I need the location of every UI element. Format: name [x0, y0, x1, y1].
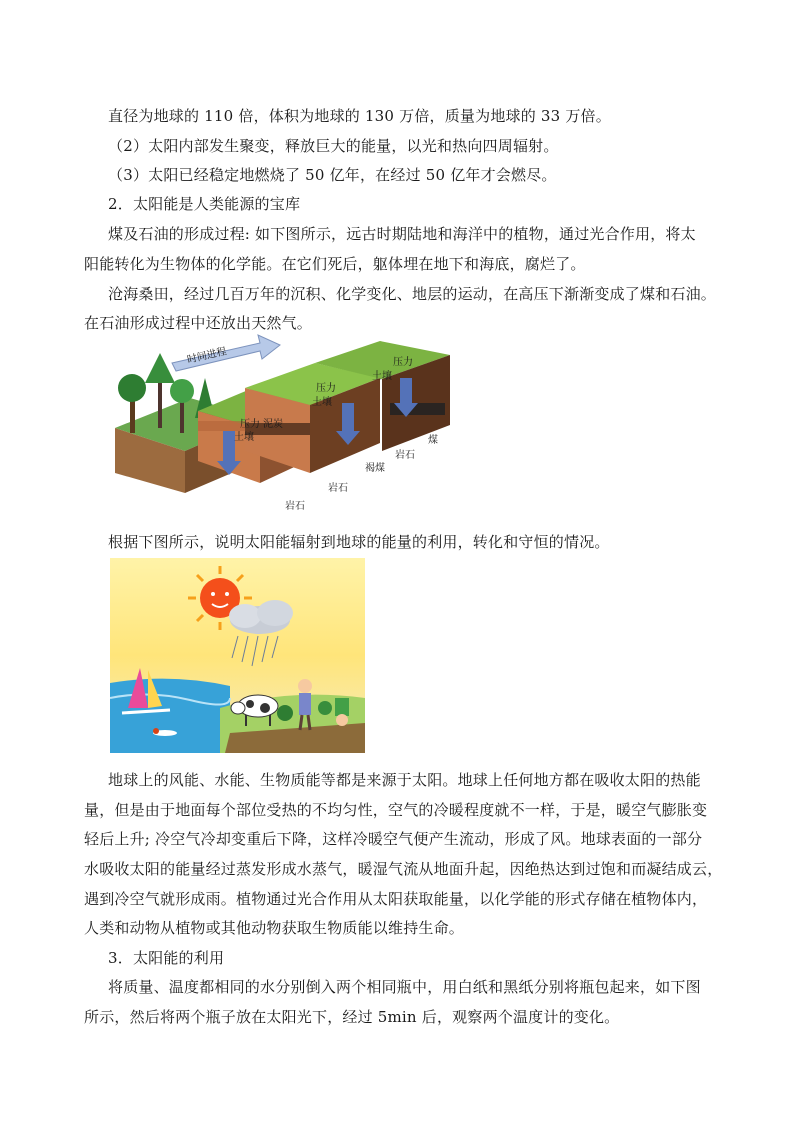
label-rock: 岩石	[395, 450, 415, 461]
label-soil: 土壤	[234, 432, 254, 443]
label-lignite: 褐煤	[365, 463, 385, 474]
label-coal: 煤	[428, 435, 438, 446]
text-line: 所示，然后将两个瓶子放在太阳光下，经过 5min 后，观察两个温度计的变化。	[84, 1008, 620, 1026]
label-peat: 泥炭	[263, 419, 283, 430]
section-heading: 3．太阳能的利用	[108, 949, 225, 967]
pressure-arrow-icon	[400, 378, 412, 406]
text-line: （3）太阳已经稳定地燃烧了 50 亿年，在经过 50 亿年才会燃尽。	[108, 166, 557, 184]
text-line: 直径为地球的 110 倍，体积为地球的 130 万倍，质量为地球的 33 万倍。	[108, 107, 611, 125]
text-line: 水吸收太阳的能量经过蒸发形成水蒸气，暖湿气流从地面升起，因绝热达到过饱和而凝结成云，	[84, 860, 723, 878]
text-line: 轻后上升; 冷空气冷却变重后下降，这样冷暖空气便产生流动，形成了风。地球表面的一部分	[84, 830, 703, 848]
text-line: 沧海桑田，经过几百万年的沉积、化学变化、地层的运动，在高压下渐渐变成了煤和石油。	[108, 285, 717, 303]
label-pressure: 压力	[240, 419, 260, 430]
section-heading: 2．太阳能是人类能源的宝库	[108, 195, 301, 213]
text-line: 煤及石油的形成过程: 如下图所示，远古时期陆地和海洋中的植物，通过光合作用，将太	[108, 225, 696, 243]
text-line: 人类和动物从植物或其他动物获取生物质能以维持生命。	[84, 919, 465, 937]
coal-formation-illustration	[110, 333, 460, 513]
label-rock: 岩石	[328, 483, 348, 494]
label-pressure: 压力	[316, 383, 336, 394]
text-line: （2）太阳内部发生聚变，释放巨大的能量，以光和热向四周辐射。	[108, 137, 559, 155]
text-line: 将质量、温度都相同的水分别倒入两个相同瓶中，用白纸和黑纸分别将瓶包起来，如下图	[108, 978, 701, 996]
solar-energy-illustration	[110, 558, 365, 753]
text-line: 量，但是由于地面每个部位受热的不均匀性，空气的冷暖程度就不一样，于是，暖空气膨胀变	[84, 801, 708, 819]
text-line: 阳能转化为生物体的化学能。在它们死后，躯体埋在地下和海底，腐烂了。	[84, 255, 586, 273]
text-line: 遇到冷空气就形成雨。植物通过光合作用从太阳获取能量，以化学能的形式存储在植物体内，	[84, 890, 708, 908]
time-arrow-label: 时间进程	[186, 346, 228, 366]
label-soil: 土壤	[372, 371, 392, 382]
label-rock: 岩石	[285, 501, 305, 512]
text-line: 根据下图所示，说明太阳能辐射到地球的能量的利用，转化和守恒的情况。	[108, 533, 610, 551]
label-soil: 土壤	[312, 397, 332, 408]
text-line: 地球上的风能、水能、生物质能等都是来源于太阳。地球上任何地方都在吸收太阳的热能	[108, 771, 701, 789]
label-pressure: 压力	[393, 357, 413, 368]
solar-energy-figure	[110, 558, 365, 753]
pressure-arrow-icon	[342, 403, 354, 433]
text-line: 在石油形成过程中还放出天然气。	[84, 314, 313, 332]
coal-formation-figure	[110, 333, 460, 513]
